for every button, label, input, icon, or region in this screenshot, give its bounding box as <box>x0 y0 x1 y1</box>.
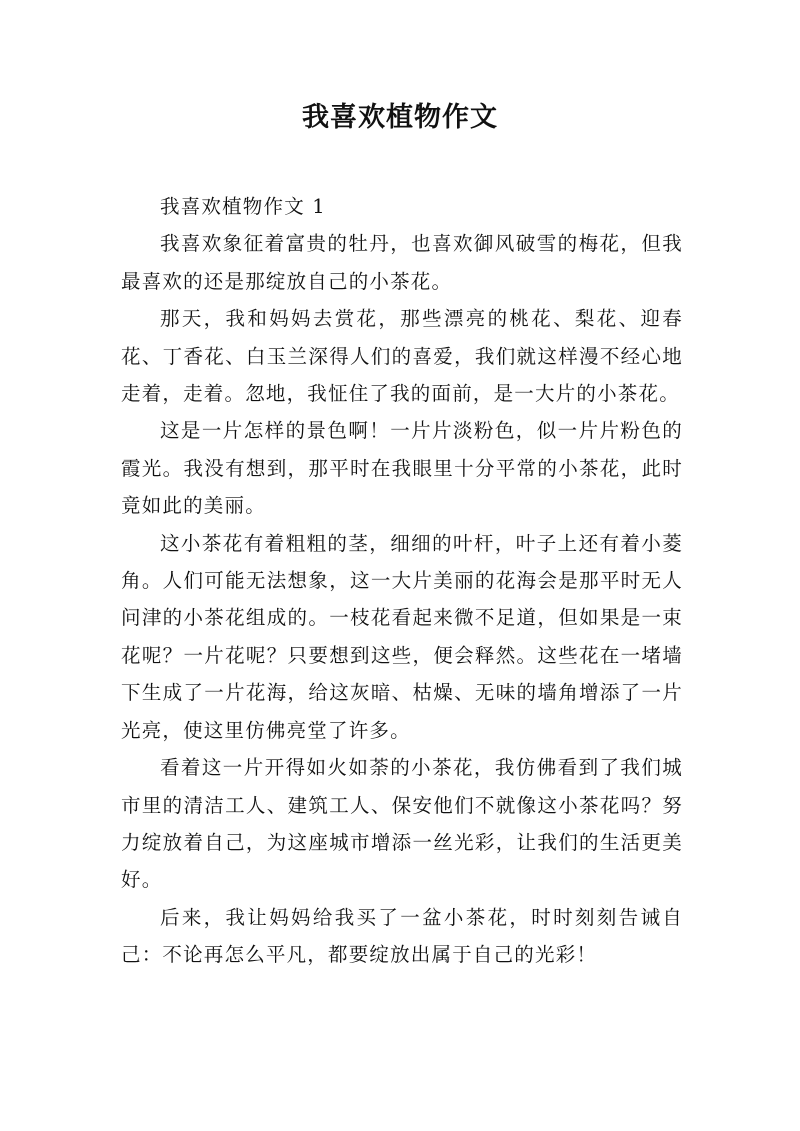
paragraph: 看着这一片开得如火如荼的小茶花，我仿佛看到了我们城市里的清洁工人、建筑工人、保安他们不就像这小茶花吗？努力绽放着自己，为这座城市增添一丝光彩，让我们的生活更美好。 <box>121 756 683 892</box>
document-title: 我喜欢植物作文 <box>302 102 498 133</box>
document-body <box>121 188 683 974</box>
paragraph: 后来，我让妈妈给我买了一盆小茶花，时时刻刻告诫自己：不论再怎么平凡，都要绽放出属于自己的光彩！ <box>121 905 683 967</box>
paragraph: 我喜欢象征着富贵的牡丹，也喜欢御风破雪的梅花，但我最喜欢的还是那绽放自己的小茶花。 <box>121 232 683 293</box>
paragraph-heading: 我喜欢植物作文 1 <box>160 195 326 218</box>
paragraph: 这是一片怎样的景色啊！一片片淡粉色，似一片片粉色的霞光。我没有想到，那平时在我眼里十分平常的小茶花，此时竟如此的美丽。 <box>121 419 683 518</box>
paragraph: 那天，我和妈妈去赏花，那些漂亮的桃花、梨花、迎春花、丁香花、白玉兰深得人们的喜爱，我们就这样漫不经心地走着，走着。忽地，我怔住了我的面前，是一大片的小茶花。 <box>121 307 683 406</box>
paragraph: 这小茶花有着粗粗的茎，细细的叶杆，叶子上还有着小菱角。人们可能无法想象，这一大片美丽的花海会是那平时无人问津的小茶花组成的。一枝花看起来微不足道，但如果是一束花呢？一片花呢？只要想到这些，便会释然。这些花在一堵墙下生成了一片花海，给这灰暗、枯燥、无味的墙角增添了一片光亮，使这里仿佛亮堂了许多。 <box>121 531 683 742</box>
